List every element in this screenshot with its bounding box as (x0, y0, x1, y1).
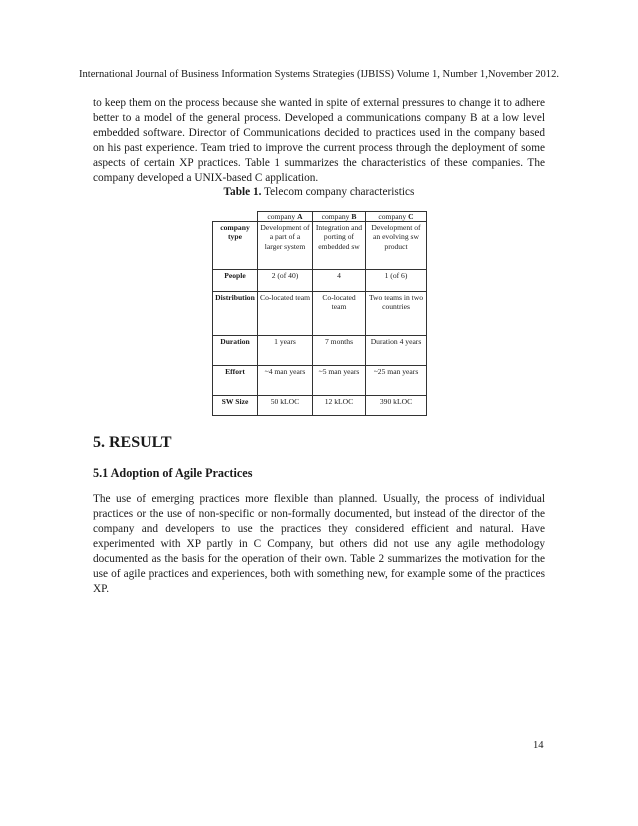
table-cell: Duration 4 years (366, 336, 427, 366)
table-cell: 50 kLOC (258, 396, 313, 416)
column-header-prefix: company (321, 212, 352, 221)
table-cell: Co-located team (258, 292, 313, 336)
row-label: People (213, 270, 258, 292)
table-caption-label: Table 1. (223, 186, 262, 198)
table-cell: Development of an evolving sw product (366, 222, 427, 270)
column-header-c (366, 212, 427, 222)
table-cell: ~25 man years (366, 366, 427, 396)
table-cell: 1 (of 6) (366, 270, 427, 292)
table-row (213, 366, 427, 396)
page-number: 14 (533, 740, 544, 751)
row-label: Duration (213, 336, 258, 366)
table-row (213, 222, 427, 270)
table-row (213, 270, 427, 292)
row-label: company type (213, 222, 258, 270)
table-caption-text: Telecom company characteristics (261, 186, 415, 198)
table-header-row (213, 212, 427, 222)
table-cell: ~5 man years (313, 366, 366, 396)
row-label: Effort (213, 366, 258, 396)
table-cell: ~4 man years (258, 366, 313, 396)
row-label: SW Size (213, 396, 258, 416)
column-header-prefix: company (378, 212, 409, 221)
table-cell: Development of a part of a larger system (258, 222, 313, 270)
column-header-a (258, 212, 313, 222)
table-cell: Co-located team (313, 292, 366, 336)
table-row (213, 336, 427, 366)
column-header-b (313, 212, 366, 222)
table-cell: 4 (313, 270, 366, 292)
section-heading: 5. RESULT (93, 434, 172, 451)
body-paragraph-2: The use of emerging practices more flexible than planned. Usually, the process of individual practices or the use of non-specific or non-formally documented, but instead of the director of the company and developers to use the practices they considered efficient and natural. Have experimented with XP partly in C Company, but others did not use any agile methodology documented as the basis for the operation of their own. Table 2 summarizes the motivation for the use of agile practices and experiences, both with something new, for example some of the practices XP. (93, 493, 545, 595)
column-header-letter: B (351, 212, 357, 221)
running-header: International Journal of Business Information Systems Strategies (IJBISS) Volume 1, Number 1,November 2012. (78, 69, 560, 80)
table-caption (0, 186, 638, 198)
row-label: Distribution (213, 292, 258, 336)
body-paragraph-1: to keep them on the process because she wanted in spite of external pressures to change it to adhere better to a model of the general process. Developed a communications company B at a low level embedded software. Director of Communications decided to practices used in the company based on his past experience. Team tried to improve the current process through the deployment of some aspects of certain XP practices. Table 1 summarizes the characteristics of these companies. The company developed a UNIX-based C application. (93, 97, 545, 184)
table-cell: 7 months (313, 336, 366, 366)
column-header-letter: A (297, 212, 303, 221)
table-row (213, 396, 427, 416)
column-header-prefix: company (267, 212, 298, 221)
table-cell: Integration and porting of embedded sw (313, 222, 366, 270)
table-row (213, 292, 427, 336)
column-header-letter: C (408, 212, 414, 221)
table-corner-cell (213, 212, 258, 222)
table-cell: Two teams in two countries (366, 292, 427, 336)
telecom-company-table (212, 211, 427, 416)
table-cell: 1 years (258, 336, 313, 366)
table-cell: 12 kLOC (313, 396, 366, 416)
subsection-heading: 5.1 Adoption of Agile Practices (93, 466, 253, 480)
table-cell: 390 kLOC (366, 396, 427, 416)
table-cell: 2 (of 40) (258, 270, 313, 292)
